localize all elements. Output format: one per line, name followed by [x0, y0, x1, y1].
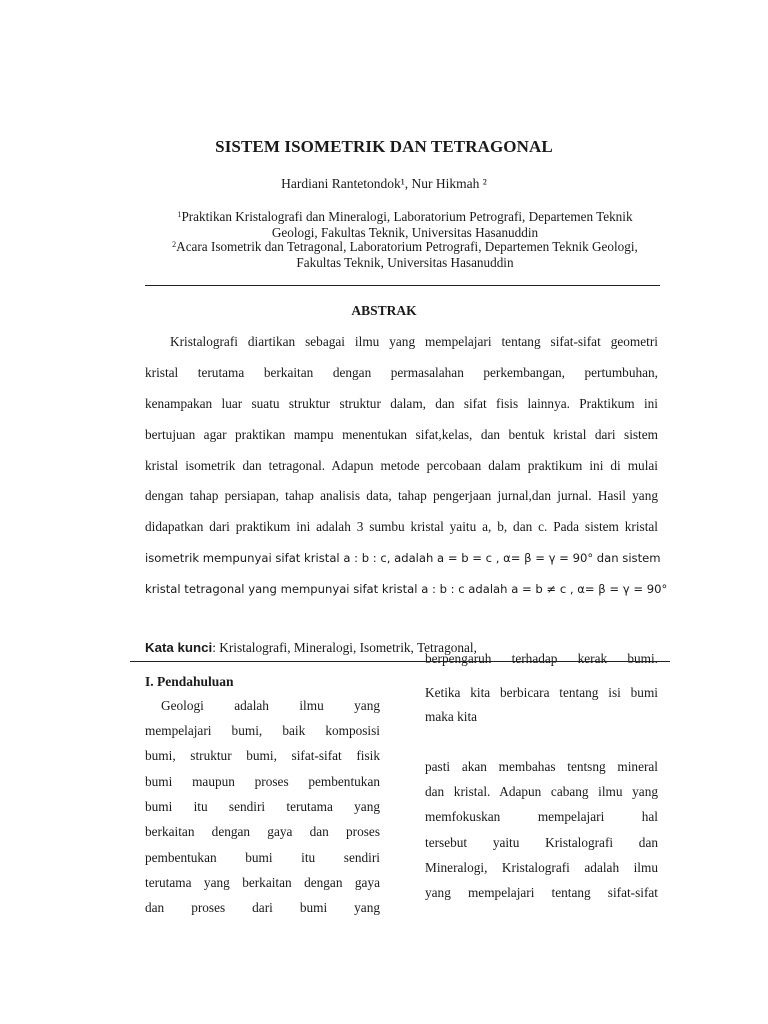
paper-title: SISTEM ISOMETRIK DAN TETRAGONAL	[215, 137, 553, 156]
left-column-line: bumi itu sendiri terutama yang	[145, 799, 380, 814]
author-list: Hardiani Rantetondok¹, Nur Hikmah ²	[281, 176, 487, 191]
left-column-line: berkaitan dengan gaya dan proses	[145, 824, 380, 839]
left-column-line: mempelajari bumi, baik komposisi	[145, 723, 380, 738]
right-column-line: pasti akan membahas tentsng mineral	[425, 759, 658, 774]
right-column-line: maka kita	[425, 709, 478, 724]
affiliation-line: Praktikan Kristalografi dan Mineralogi, Laboratorium Petrografi, Departemen Teknik	[181, 209, 633, 224]
abstract-line: Kristalografi diartikan sebagai ilmu yang mempelajari tentang sifat-sifat geometri	[170, 334, 658, 349]
section-heading: I. Pendahuluan	[145, 674, 234, 689]
abstract-line: bertujuan agar praktikan mampu menentukan sifat,kelas, dan bentuk kristal dari sistem	[145, 427, 658, 442]
left-column-line: terutama yang berkaitan dengan gaya	[145, 875, 380, 890]
abstract-line: kristal terutama berkaitan dengan permasalahan perkembangan, pertumbuhan,	[145, 365, 658, 380]
header-divider	[145, 285, 660, 286]
right-column-line: memfokuskan mempelajari hal	[425, 809, 658, 824]
affiliation-2	[150, 237, 660, 271]
left-column-line: bumi, struktur bumi, sifat-sifat fisik	[145, 748, 380, 763]
left-column-line: Geologi adalah ilmu yang	[161, 698, 380, 713]
keywords-text: : Kristalografi, Mineralogi, Isometrik, Tetragonal,	[212, 640, 477, 655]
affiliation-line: Geologi, Fakultas Teknik, Universitas Hasanuddin	[271, 225, 539, 240]
affiliation-mark: 1	[177, 210, 182, 219]
abstract-line: kristal tetragonal yang mempunyai sifat kristal a : b : c adalah a = b ≠ c , α= β = γ = 90°	[145, 582, 668, 596]
section-divider	[130, 661, 670, 662]
affiliation-line: Acara Isometrik dan Tetragonal, Laboratorium Petrografi, Departemen Teknik Geologi,	[176, 239, 638, 254]
clipped-text: berpengaruh terhadap kerak bumi.	[425, 651, 658, 666]
abstract-line: isometrik mempunyai sifat kristal a : b : c, adalah a = b = c , α= β = γ = 90° dan sistem	[145, 551, 661, 565]
right-column-line: Mineralogi, Kristalografi adalah ilmu	[425, 860, 658, 875]
right-column-line: dan kristal. Adapun cabang ilmu yang	[425, 784, 658, 799]
left-column-line: pembentukan bumi itu sendiri	[145, 850, 380, 865]
abstract-line: didapatkan dari praktikum ini adalah 3 sumbu kristal yaitu a, b, dan c. Pada sistem kristal	[145, 519, 658, 534]
keywords-label: Kata kunci	[145, 640, 213, 655]
affiliation-mark: 2	[172, 240, 177, 249]
affiliation-1	[150, 207, 660, 241]
left-column-line: dan proses dari bumi yang	[145, 900, 380, 915]
right-column-line: Ketika kita berbicara tentang isi bumi	[425, 685, 658, 700]
abstract-line: dengan tahap persiapan, tahap analisis data, tahap pengerjaan jurnal,dan jurnal. Hasil yang	[145, 488, 658, 503]
right-column-line: yang mempelajari tentang sifat-sifat	[425, 885, 658, 900]
abstract-line: kenampakan luar suatu struktur struktur dalam, dan sifat fisis lainnya. Praktikum ini	[145, 396, 658, 411]
left-column-line: bumi maupun proses pembentukan	[145, 774, 380, 789]
right-column-line: tersebut yaitu Kristalografi dan	[425, 835, 658, 850]
affiliation-line: Fakultas Teknik, Universitas Hasanuddin	[296, 255, 514, 270]
abstract-heading: ABSTRAK	[351, 303, 417, 318]
abstract-line: kristal isometrik dan tetragonal. Adapun metode percobaan dalam praktikum ini di mulai	[145, 458, 658, 473]
